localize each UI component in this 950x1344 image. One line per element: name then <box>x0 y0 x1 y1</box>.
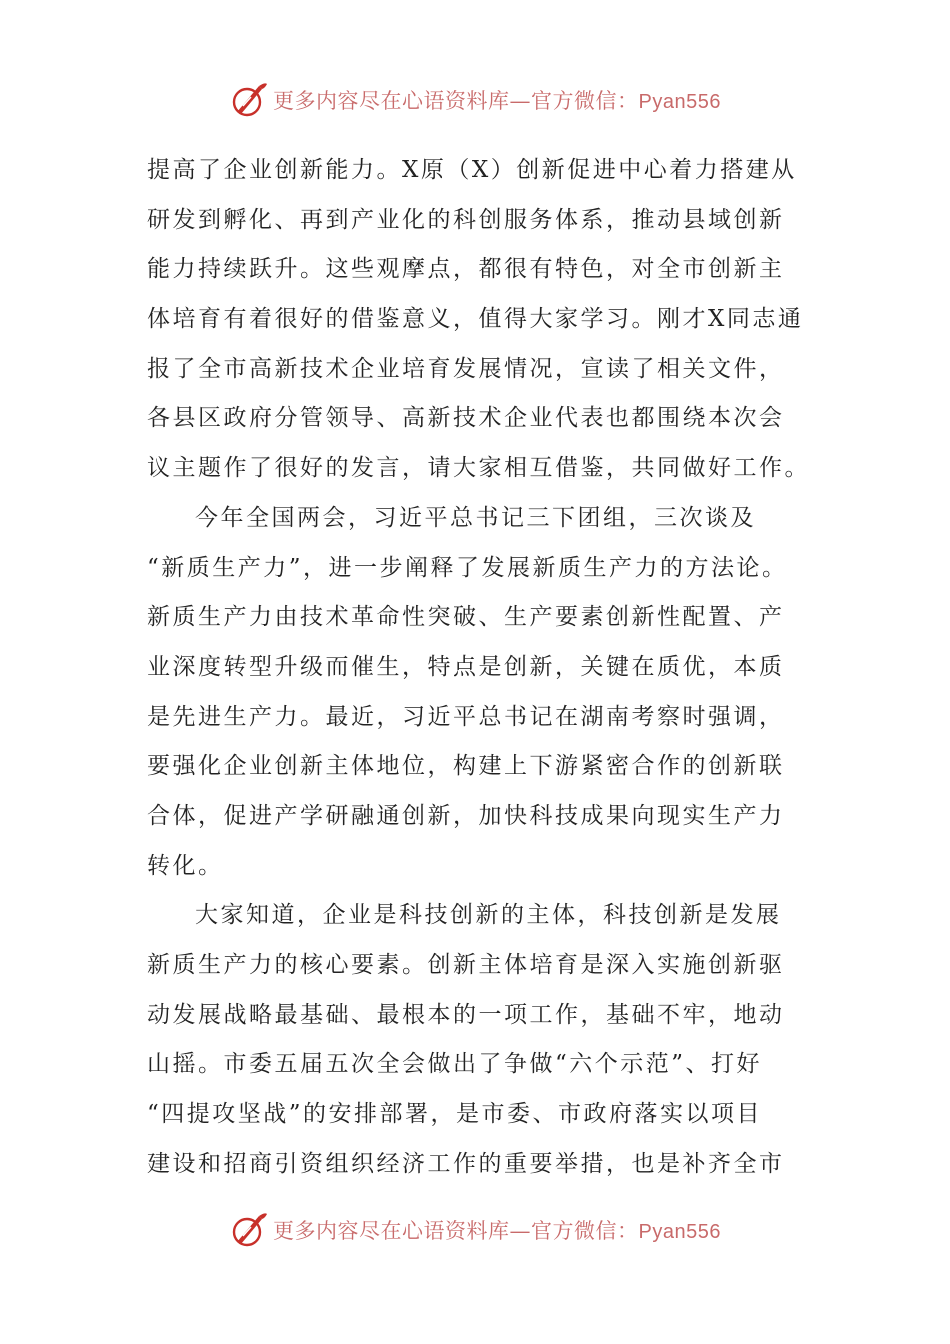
text-line: 新质生产力的核心要素。创新主体培育是深入实施创新驱 <box>147 952 785 978</box>
text-line: 大家知道，企业是科技创新的主体，科技创新是发展 <box>195 902 782 929</box>
text-line: 新质生产力由技术革命性突破、生产要素创新性配置、产 <box>147 604 785 631</box>
text-line: “四提攻坚战”的安排部署，是市委、市政府落实以项目 <box>147 1101 763 1128</box>
text-line: 建设和招商引资组织经济工作的重要举措，也是补齐全市 <box>147 1150 785 1177</box>
text-line: “新质生产力”，进一步阐释了发展新质生产力的方法论。 <box>147 554 788 581</box>
text-line: 合体，促进产学研融通创新，加快科技成果向现实生产力 <box>147 802 785 829</box>
text-line: 转化。 <box>147 852 224 879</box>
text-line: 要强化企业创新主体地位，构建上下游紧密合作的创新联 <box>147 753 785 780</box>
text-line: 山摇。市委五届五次全会做出了争做“六个示范”、打好 <box>147 1051 763 1078</box>
document-body <box>147 146 817 1189</box>
text-line: 动发展战略最基础、最根本的一项工作，基础不牢，地动 <box>147 1001 785 1028</box>
text-line: 报了全市高新技术企业培育发展情况，宣读了相关文件， <box>147 355 785 382</box>
text-line: 研发到孵化、再到产业化的科创服务体系，推动县域创新 <box>147 206 785 233</box>
footer-banner-text <box>273 1215 721 1245</box>
footer-banner <box>0 1208 950 1252</box>
text-line: 提高了企业创新能力。X原（X）创新促进中心着力搭建从 <box>147 157 797 183</box>
header-title: 更多内容尽在心语资料库—官方微信： <box>273 89 639 113</box>
header-handle: Pyan556 <box>638 91 721 113</box>
text-line: 今年全国两会，习近平总书记三下团组，三次谈及 <box>195 504 756 531</box>
text-line: 是先进生产力。最近，习近平总书记在湖南考察时强调， <box>147 703 785 730</box>
quill-pen-logo-icon <box>229 80 269 120</box>
text-line: 各县区政府分管领导、高新技术企业代表也都围绕本次会 <box>147 405 785 432</box>
text-line: 业深度转型升级而催生，特点是创新，关键在质优，本质 <box>147 653 785 680</box>
header-banner <box>0 78 950 122</box>
footer-title: 更多内容尽在心语资料库—官方微信： <box>273 1219 639 1243</box>
text-line: 体培育有着很好的借鉴意义，值得大家学习。刚才X同志通 <box>147 306 804 333</box>
text-line: 议主题作了很好的发言，请大家相互借鉴，共同做好工作。 <box>147 455 810 482</box>
footer-handle: Pyan556 <box>638 1221 721 1243</box>
header-banner-text <box>273 85 721 115</box>
text-line: 能力持续跃升。这些观摩点，都很有特色，对全市创新主 <box>147 256 785 283</box>
quill-pen-logo-icon <box>229 1210 269 1250</box>
